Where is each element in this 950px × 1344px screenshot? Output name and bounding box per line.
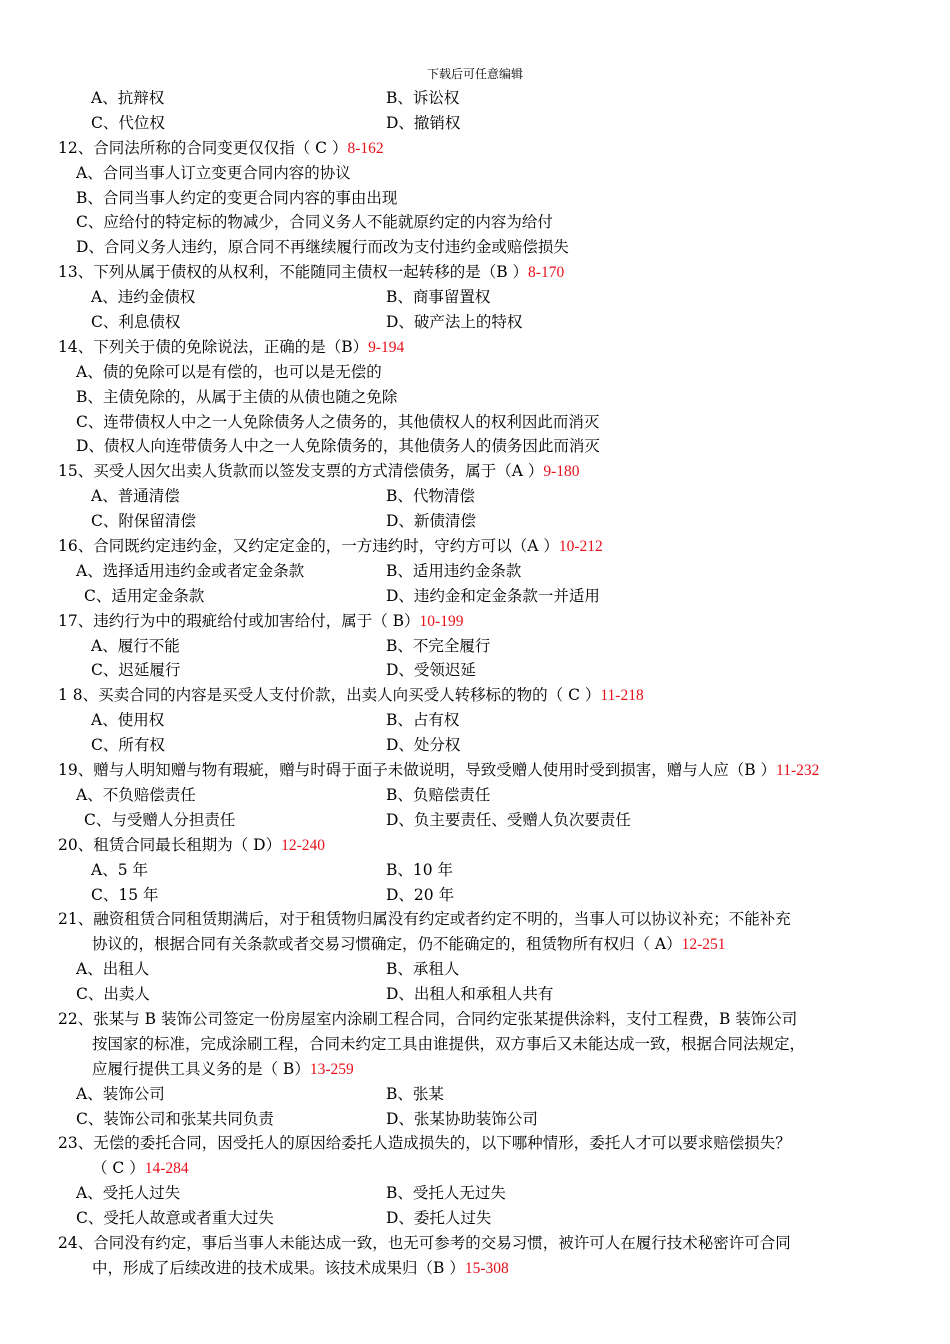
line-text: 12、合同法所称的合同变更仅仅指（ C ）	[58, 138, 348, 157]
option-text: A、使用权	[91, 711, 165, 730]
option-text	[76, 235, 569, 260]
question-text	[58, 335, 404, 361]
option-text: C、15 年	[91, 885, 159, 904]
option-line	[0, 883, 950, 908]
option-text: D、20 年	[386, 885, 455, 904]
question-line	[0, 609, 950, 634]
option-text: B、负赔偿责任	[386, 785, 491, 804]
option-line	[0, 385, 950, 410]
option-text: A、受托人过失	[76, 1184, 181, 1203]
option-text: C、与受赠人分担责任	[84, 810, 236, 829]
option-line	[0, 410, 950, 435]
option-text: B、受托人无过失	[386, 1184, 506, 1203]
option-text: B、适用违约金条款	[386, 561, 522, 580]
option-text: A、5 年	[91, 860, 148, 879]
option-text: D、处分权	[386, 736, 461, 755]
question-line	[0, 1231, 950, 1256]
line-text: 19、赠与人明知赠与物有瑕疵，赠与时碍于面子未做说明，导致受赠人使用时受到损害，赠与人应（B ）	[58, 761, 777, 780]
line-text: （ C ）	[92, 1159, 145, 1178]
line-text: 15、买受人因欠出卖人货款而以签发支票的方式清偿债务，属于（A ）	[58, 462, 544, 481]
page-header: 下载后可任意编辑	[426, 67, 523, 81]
line-text: 应履行提供工具义务的是（ B）	[92, 1059, 310, 1078]
line-text: C、应给付的特定标的物减少，合同义务人不能就原约定的内容为给付	[76, 213, 553, 232]
page-reference: 8-170	[528, 264, 565, 282]
option-text	[76, 161, 351, 186]
option-text: C、迟延履行	[91, 661, 181, 680]
line-text: 23、无偿的委托合同，因受托人的原因给委托人造成损失的，以下哪种情形，委托人才可以要求赔偿损失？	[58, 1134, 791, 1153]
option-text: B、诉讼权	[386, 89, 460, 107]
question-text	[58, 534, 603, 560]
line-text: 中，形成了后续改进的技术成果。该技术成果归（B ）	[92, 1258, 465, 1277]
page-reference: 9-194	[368, 338, 405, 356]
question-line	[0, 1007, 950, 1032]
question-line	[0, 907, 950, 932]
option-text	[76, 385, 397, 410]
option-text: B、商事留置权	[386, 288, 491, 307]
page-reference: 10-212	[558, 538, 603, 556]
question-text	[58, 758, 819, 784]
option-text: C、代位权	[91, 113, 165, 132]
option-line	[0, 1181, 950, 1206]
option-text: A、装饰公司	[76, 1084, 165, 1103]
option-text: C、利息债权	[91, 313, 181, 332]
option-text: A、普通清偿	[91, 487, 180, 506]
page-reference: 12-240	[281, 836, 326, 854]
option-line	[0, 957, 950, 982]
option-text	[76, 186, 397, 211]
question-text	[58, 136, 384, 162]
question-text	[92, 1032, 805, 1057]
option-text: C、适用定金条款	[84, 586, 205, 605]
question-line	[0, 136, 950, 161]
question-text	[58, 1007, 797, 1032]
option-text: D、受领迟延	[386, 661, 476, 680]
question-text	[58, 683, 644, 709]
question-text	[92, 1057, 354, 1083]
question-continuation	[0, 1057, 950, 1082]
line-text: 按国家的标准，完成涂刷工程，合同未约定工具由谁提供，双方事后又未能达成一致，根据合同法规定，	[92, 1034, 806, 1053]
option-text: C、出卖人	[76, 985, 150, 1004]
option-text: A、不负赔偿责任	[76, 785, 196, 804]
option-text: D、负主要责任、受赠人负次要责任	[386, 810, 631, 829]
document-body	[0, 86, 950, 1281]
option-line	[0, 658, 950, 683]
option-text: A、选择适用违约金或者定金条款	[76, 561, 305, 580]
option-line	[0, 434, 950, 459]
question-line	[0, 534, 950, 559]
option-line	[0, 285, 950, 310]
option-text: C、装饰公司和张某共同负责	[76, 1109, 274, 1128]
line-text: 24、合同没有约定，事后当事人未能达成一致，也无可参考的交易习惯，被许可人在履行技术秘密许可合同	[58, 1233, 791, 1252]
question-line	[0, 459, 950, 484]
question-line	[0, 260, 950, 285]
option-line	[0, 708, 950, 733]
option-text	[76, 434, 600, 459]
question-text	[58, 1231, 791, 1256]
line-text: 13、下列从属于债权的从权利，不能随同主债权一起转移的是（B ）	[58, 263, 529, 282]
option-text: A、违约金债权	[91, 288, 196, 307]
page-reference: 11-232	[776, 762, 820, 780]
option-line	[0, 982, 950, 1007]
question-line	[0, 335, 950, 360]
question-text	[58, 907, 791, 932]
option-text: C、所有权	[91, 736, 165, 755]
line-text: D、合同义务人违约，原合同不再继续履行而改为支付违约金或赔偿损失	[76, 238, 569, 257]
option-text	[76, 410, 599, 435]
line-text: C、连带债权人中之一人免除债务人之债务的，其他债权人的权利因此而消灭	[76, 412, 600, 431]
question-continuation	[0, 1256, 950, 1281]
question-line	[0, 758, 950, 783]
question-text	[92, 1256, 509, 1282]
line-text: B、主债免除的，从属于主债的从债也随之免除	[76, 387, 398, 406]
option-text: B、占有权	[386, 711, 460, 730]
option-line	[0, 86, 950, 111]
line-text: 协议的，根据合同有关条款或者交易习惯确定，仍不能确定的，租赁物所有权归（ A）	[92, 935, 682, 954]
question-text	[58, 1131, 791, 1156]
page-reference: 12-251	[681, 936, 726, 954]
option-line	[0, 584, 950, 609]
line-text: A、债的免除可以是有偿的，也可以是无偿的	[76, 362, 382, 381]
question-text	[58, 609, 463, 635]
option-line	[0, 1082, 950, 1107]
line-text: B、合同当事人约定的变更合同内容的事由出现	[76, 188, 398, 207]
option-line	[0, 210, 950, 235]
option-line	[0, 808, 950, 833]
question-continuation	[0, 932, 950, 957]
option-text: D、委托人过失	[386, 1209, 492, 1228]
option-text: D、破产法上的特权	[386, 313, 523, 332]
option-line	[0, 186, 950, 211]
question-text	[92, 1156, 189, 1182]
question-text	[58, 459, 580, 485]
page-reference: 13-259	[309, 1060, 354, 1078]
option-text: D、出租人和承租人共有	[386, 985, 554, 1004]
option-line	[0, 360, 950, 385]
option-line	[0, 1206, 950, 1231]
option-line	[0, 161, 950, 186]
option-text: A、履行不能	[91, 636, 180, 655]
option-text	[76, 210, 553, 235]
page-reference: 10-199	[419, 612, 464, 630]
question-line	[0, 1131, 950, 1156]
option-line	[0, 783, 950, 808]
question-continuation	[0, 1032, 950, 1057]
line-text: 20、租赁合同最长租期为（ D）	[58, 835, 282, 854]
option-line	[0, 484, 950, 509]
page-reference: 15-308	[464, 1259, 509, 1277]
line-text: 1 8、买卖合同的内容是买受人支付价款，出卖人向买受人转移标的物的（ C ）	[58, 686, 601, 705]
option-text: A、出租人	[76, 960, 150, 979]
line-text: 21、融资租赁合同租赁期满后，对于租赁物归属没有约定或者约定不明的，当事人可以协议补充；不能补充	[58, 910, 791, 929]
option-text: C、受托人故意或者重大过失	[76, 1209, 274, 1228]
line-text: 22、张某与 B 装饰公司签定一份房屋室内涂刷工程合同，合同约定张某提供涂料，支付工程费，B 装饰公司	[58, 1009, 798, 1028]
option-line	[0, 858, 950, 883]
question-line	[0, 683, 950, 708]
option-line	[0, 235, 950, 260]
question-line	[0, 833, 950, 858]
option-line	[0, 111, 950, 136]
question-text	[92, 932, 726, 958]
option-text: D、张某协助装饰公司	[386, 1109, 538, 1128]
line-text: 14、下列关于债的免除说法，正确的是（B）	[58, 337, 369, 356]
option-line	[0, 509, 950, 534]
page-reference: 14-284	[144, 1160, 189, 1178]
page-reference: 8-162	[347, 139, 384, 157]
option-line	[0, 310, 950, 335]
option-text: B、不完全履行	[386, 636, 491, 655]
option-line	[0, 634, 950, 659]
line-text: D、债权人向连带债务人中之一人免除债务的，其他债务人的债务因此而消灭	[76, 437, 600, 456]
page-reference: 9-180	[543, 463, 580, 481]
line-text: A、合同当事人订立变更合同内容的协议	[76, 163, 351, 182]
option-text: A、抗辩权	[91, 89, 165, 107]
option-text: D、撤销权	[386, 113, 461, 132]
option-line	[0, 1107, 950, 1132]
question-continuation	[0, 1156, 950, 1181]
page-reference: 11-218	[600, 687, 644, 705]
line-text: 16、合同既约定违约金，又约定定金的，一方违约时，守约方可以（A ）	[58, 537, 559, 556]
option-text	[76, 360, 382, 385]
line-text: 17、违约行为中的瑕疵给付或加害给付，属于（ B）	[58, 611, 420, 630]
option-text: C、附保留清偿	[91, 512, 196, 531]
question-text	[58, 833, 325, 859]
option-line	[0, 559, 950, 584]
option-line	[0, 733, 950, 758]
question-text	[58, 260, 564, 286]
option-text: D、新债清偿	[386, 512, 476, 531]
option-text: B、10 年	[386, 860, 454, 879]
option-text: B、代物清偿	[386, 487, 475, 506]
option-text: D、违约金和定金条款一并适用	[386, 586, 600, 605]
option-text: B、承租人	[386, 960, 460, 979]
option-text: B、张某	[386, 1084, 444, 1103]
